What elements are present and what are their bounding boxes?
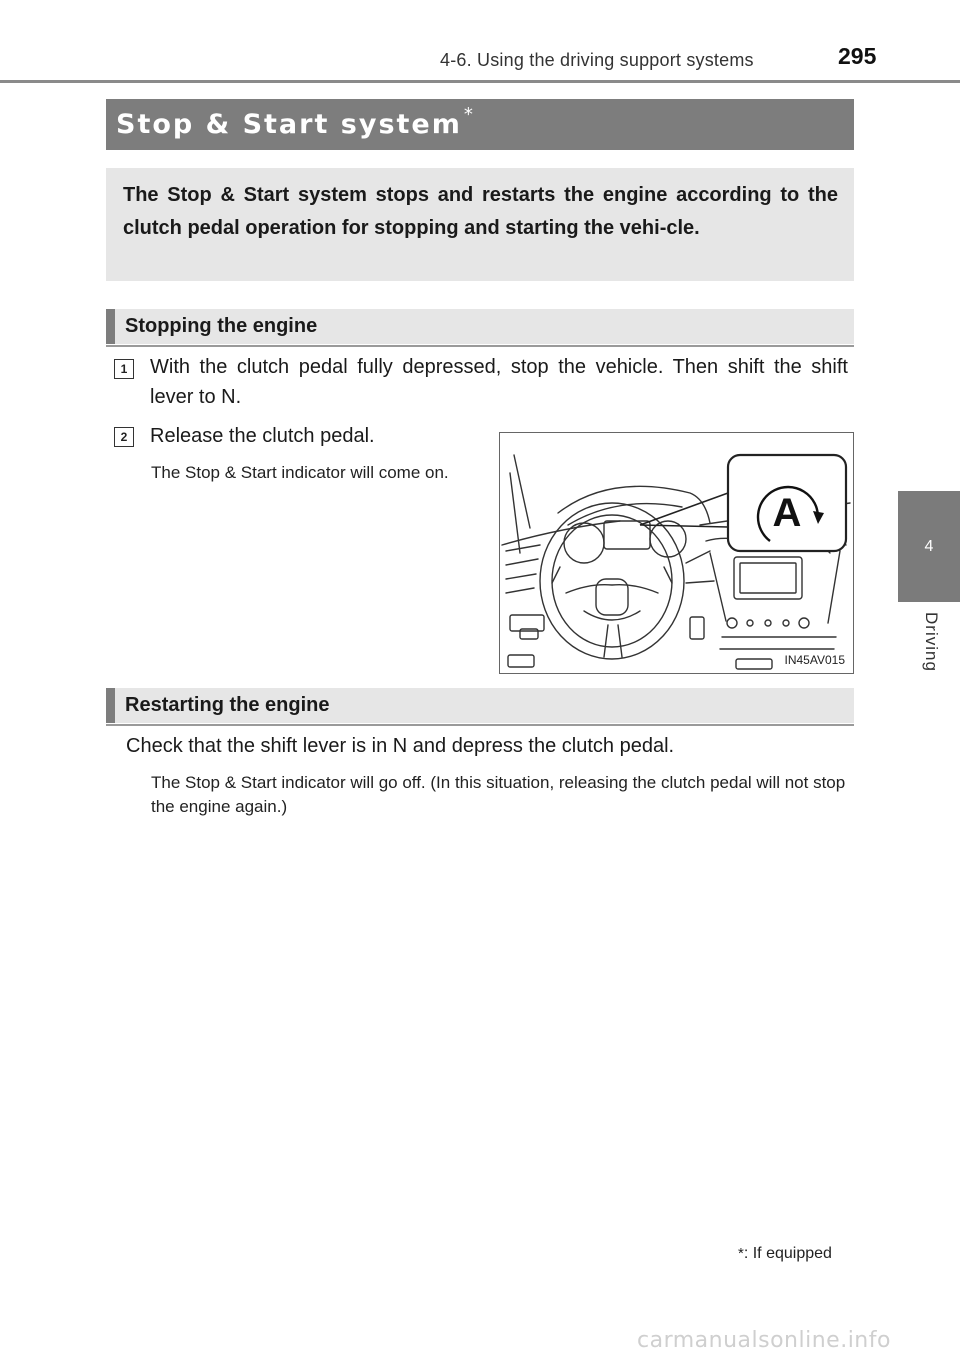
page-title — [106, 99, 854, 150]
step-1-text: With the clutch pedal fully depressed, stop the vehicle. Then shift the shift lever to N. — [150, 356, 848, 408]
subheading-stopping — [106, 309, 854, 344]
subheading-restarting — [106, 688, 854, 723]
restart-note: The Stop & Start indicator will go off. (In this situation, releasing the clutch pedal will not stop the engine again.) — [151, 773, 846, 816]
subheading-stopping-text: Stopping the engine — [125, 315, 318, 337]
page-title-text: Stop & Start system — [116, 109, 462, 140]
footnote-text: : If equipped — [743, 1245, 832, 1262]
callout-letter: A — [772, 491, 802, 535]
dashboard-drawing — [500, 433, 853, 673]
header-divider — [0, 80, 960, 83]
footnote — [738, 1245, 832, 1263]
section-header: 4-6. Using the driving support systems — [440, 50, 754, 70]
step-2-text: Release the clutch pedal. — [150, 425, 375, 447]
equipped-mark: * — [463, 104, 475, 125]
chapter-name: Driving — [922, 612, 941, 672]
page-number: 295 — [838, 43, 877, 69]
chapter-tab[interactable] — [898, 491, 960, 602]
figure-code: IN45AV015 — [784, 653, 845, 667]
watermark: carmanualsonline.info — [637, 1328, 891, 1353]
restart-text: Check that the shift lever is in N and depress the clutch pedal. — [126, 735, 675, 757]
footnote-mark: * — [738, 1245, 744, 1262]
dashboard-illustration — [499, 432, 854, 674]
chapter-number: 4 — [924, 537, 934, 555]
subheading-restarting-text: Restarting the engine — [125, 694, 330, 716]
intro-summary: The Stop & Start system stops and restarts the engine according to the clutch pedal operation for stopping and starting the vehi-cle. — [106, 168, 854, 281]
step-number-1: 1 — [114, 359, 134, 379]
step-number-2: 2 — [114, 427, 134, 447]
step-2-note: The Stop & Start indicator will come on. — [151, 463, 449, 482]
